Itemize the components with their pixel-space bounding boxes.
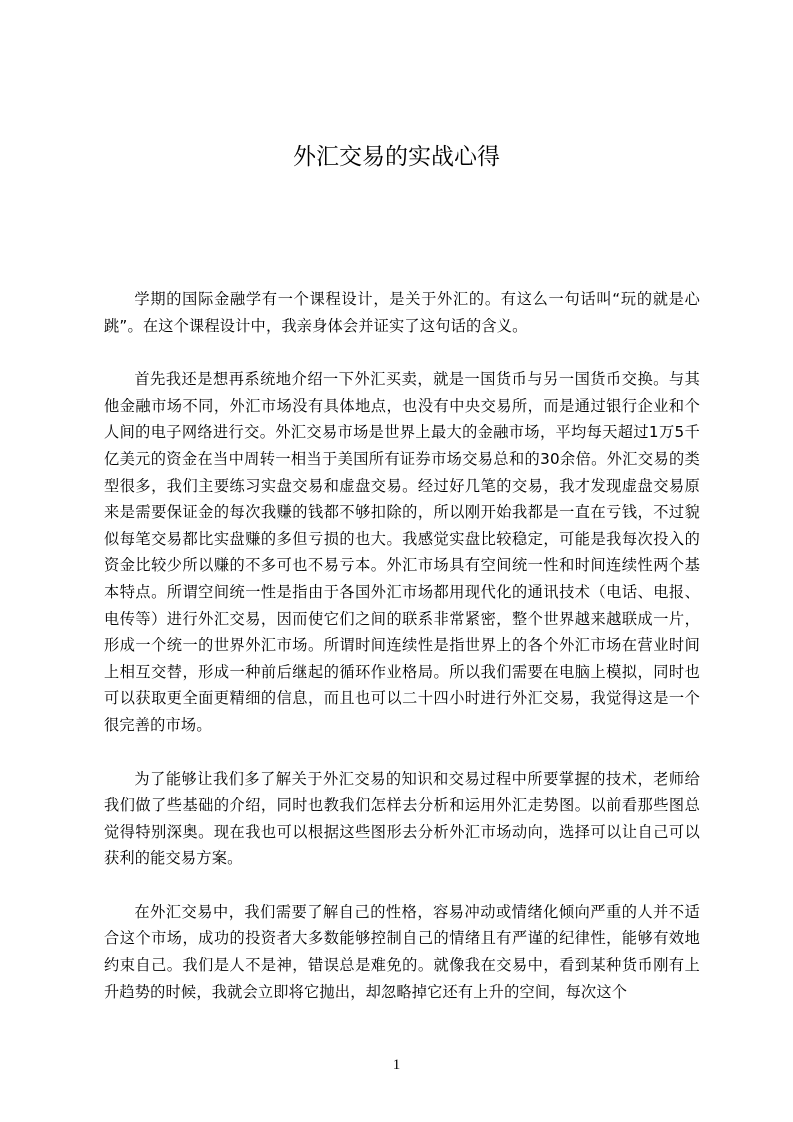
page-number: 1	[392, 1057, 401, 1073]
paragraph-learning: 为了能够让我们多了解关于外汇交易的知识和交易过程中所要掌握的技术，老师给我们做了些基础的介绍，同时也教我们怎样去分析和运用外汇走势图。以前看那些图总觉得特别深奥。现在我也可以根据这些图形去分析外汇市场动向，选择可以让自己可以获利的能交易方案。	[104, 769, 700, 868]
document-title: 外汇交易的实战心得	[293, 144, 500, 170]
paragraph-intro: 学期的国际金融学有一个课程设计，是关于外汇的。有这么一句话叫“玩的就是心跳”。在这个课程设计中，我亲身体会并证实了这句话的含义。	[104, 290, 700, 335]
document-body	[104, 286, 700, 1032]
paragraph-trading-psychology: 在外汇交易中，我们需要了解自己的性格，容易冲动或情绪化倾向严重的人并不适合这个市场，成功的投资者大多数能够控制自己的情绪且有严谨的纪律性，能够有效地约束自己。我们是人不是神，错误总是难免的。就像我在交易中，看到某种货币刚有上升趋势的时候，我就会立即将它抛出，却忽略掉它还有上升的空间，每次这个	[104, 902, 700, 1001]
paragraph-forex-market: 首先我还是想再系统地介绍一下外汇买卖，就是一国货币与另一国货币交换。与其他金融市场不同，外汇市场没有具体地点，也没有中央交易所，而是通过银行企业和个人间的电子网络进行交。外汇交易市场是世界上最大的金融市场，平均每天超过1万5千亿美元的资金在当中周转一相当于美国所有证券市场交易总和的30余倍。外汇交易的类型很多，我们主要练习实盘交易和虚盘交易。经过好几笔的交易，我才发现虚盘交易原来是需要保证金的每次我赚的钱都不够扣除的，所以刚开始我都是一直在亏钱，不过貌似每笔交易都比实盘赚的多但亏损的也大。我感觉实盘比较稳定，可能是我每次投入的资金比较少所以赚的不多可也不易亏本。外汇市场具有空间统一性和时间连续性两个基本特点。所谓空间统一性是指由于各国外汇市场都用现代化的通讯技术（电话、电报、电传等）进行外汇交易，因而使它们之间的联系非常紧密，整个世界越来越联成一片，形成一个统一的世界外汇市场。所谓时间连续性是指世界上的各个外汇市场在营业时间上相互交替，形成一种前后继起的循环作业格局。所以我们需要在电脑上模拟，同时也可以获取更全面更精细的信息，而且也可以二十四小时进行外汇交易，我觉得这是一个很完善的市场。	[104, 370, 700, 734]
